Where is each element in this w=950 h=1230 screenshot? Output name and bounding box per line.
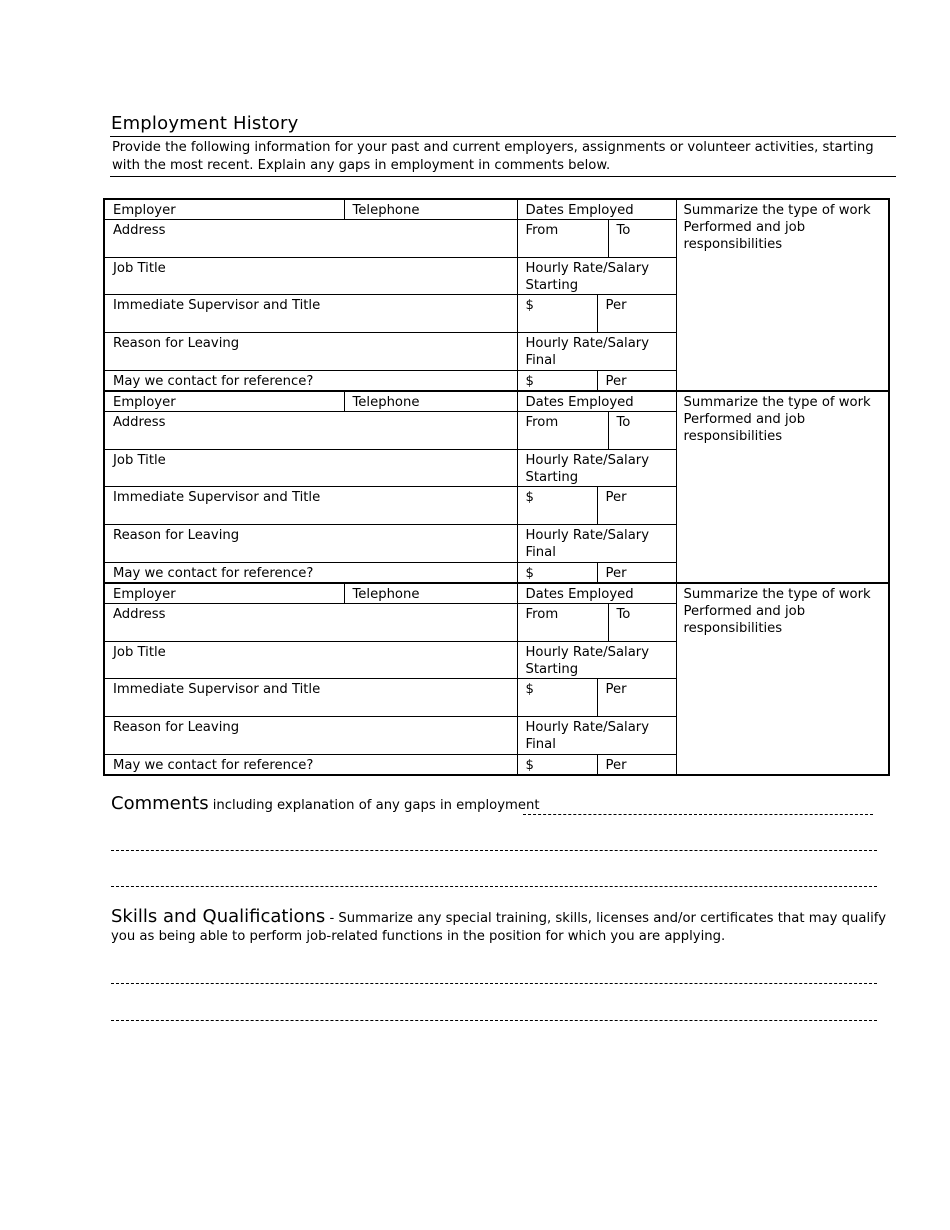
summary-field[interactable] xyxy=(676,258,889,392)
skills-line-1[interactable] xyxy=(111,983,877,984)
summary-label: Summarize the type of work Performed and job responsibilities xyxy=(676,199,889,258)
supervisor-field[interactable]: Immediate Supervisor and Title xyxy=(104,679,517,717)
contact-field[interactable]: May we contact for reference? xyxy=(104,371,517,392)
hourly-starting-label: Hourly Rate/Salary Starting xyxy=(517,258,676,295)
employer-block-1 xyxy=(104,199,889,391)
employer-field[interactable]: Employer xyxy=(104,583,344,604)
reason-field[interactable]: Reason for Leaving xyxy=(104,333,517,371)
dates-employed-label: Dates Employed xyxy=(517,391,676,412)
hourly-starting-label: Hourly Rate/Salary Starting xyxy=(517,642,676,679)
telephone-field[interactable]: Telephone xyxy=(344,391,517,412)
employer-field[interactable]: Employer xyxy=(104,391,344,412)
to-field[interactable]: To xyxy=(608,220,676,258)
skills-section xyxy=(111,908,893,946)
job-title-field[interactable]: Job Title xyxy=(104,258,517,295)
summary-label: Summarize the type of work Performed and job responsibilities xyxy=(676,583,889,642)
to-field[interactable]: To xyxy=(608,412,676,450)
supervisor-field[interactable]: Immediate Supervisor and Title xyxy=(104,487,517,525)
comments-line-2[interactable] xyxy=(111,850,877,851)
telephone-field[interactable]: Telephone xyxy=(344,583,517,604)
description-rule xyxy=(110,176,896,177)
title-rule xyxy=(110,136,896,137)
contact-field[interactable]: May we contact for reference? xyxy=(104,755,517,776)
employer-block-3 xyxy=(104,583,889,775)
to-field[interactable]: To xyxy=(608,604,676,642)
hourly-final-label: Hourly Rate/Salary Final xyxy=(517,717,676,755)
skills-heading: Skills and Qualifications xyxy=(111,906,326,927)
employment-table xyxy=(103,198,890,776)
address-field[interactable]: Address xyxy=(104,412,517,450)
final-rate-field[interactable]: $ xyxy=(517,755,597,776)
final-per-field[interactable]: Per xyxy=(597,755,676,776)
summary-field[interactable] xyxy=(676,450,889,584)
skills-instructions: - Summarize any special training, skills, licenses and/or certificates that may qualify you as being able to perform job-related functions in the position for which you are applying. xyxy=(111,911,886,944)
employer-field[interactable]: Employer xyxy=(104,199,344,220)
job-title-field[interactable]: Job Title xyxy=(104,450,517,487)
starting-per-field[interactable]: Per xyxy=(597,295,676,333)
from-field[interactable]: From xyxy=(517,412,608,450)
final-rate-field[interactable]: $ xyxy=(517,371,597,392)
address-field[interactable]: Address xyxy=(104,604,517,642)
from-field[interactable]: From xyxy=(517,220,608,258)
reason-field[interactable]: Reason for Leaving xyxy=(104,525,517,563)
address-field[interactable]: Address xyxy=(104,220,517,258)
comments-line-3[interactable] xyxy=(111,886,877,887)
reason-field[interactable]: Reason for Leaving xyxy=(104,717,517,755)
final-rate-field[interactable]: $ xyxy=(517,563,597,584)
comments-heading: Comments xyxy=(111,793,209,814)
starting-rate-field[interactable]: $ xyxy=(517,295,597,333)
telephone-field[interactable]: Telephone xyxy=(344,199,517,220)
employer-block-2 xyxy=(104,391,889,583)
from-field[interactable]: From xyxy=(517,604,608,642)
skills-line-2[interactable] xyxy=(111,1020,877,1021)
hourly-final-label: Hourly Rate/Salary Final xyxy=(517,333,676,371)
section-title: Employment History xyxy=(111,113,299,134)
starting-per-field[interactable]: Per xyxy=(597,679,676,717)
dates-employed-label: Dates Employed xyxy=(517,199,676,220)
starting-rate-field[interactable]: $ xyxy=(517,487,597,525)
supervisor-field[interactable]: Immediate Supervisor and Title xyxy=(104,295,517,333)
comments-instructions: including explanation of any gaps in employment xyxy=(208,798,540,813)
comments-line-1[interactable] xyxy=(523,814,873,815)
summary-label: Summarize the type of work Performed and job responsibilities xyxy=(676,391,889,450)
job-title-field[interactable]: Job Title xyxy=(104,642,517,679)
hourly-starting-label: Hourly Rate/Salary Starting xyxy=(517,450,676,487)
summary-field[interactable] xyxy=(676,642,889,776)
starting-rate-field[interactable]: $ xyxy=(517,679,597,717)
section-description: Provide the following information for your past and current employers, assignments or volunteer activities, starting with the most recent. Explain any gaps in employment in comments below. xyxy=(112,140,874,173)
final-per-field[interactable]: Per xyxy=(597,371,676,392)
contact-field[interactable]: May we contact for reference? xyxy=(104,563,517,584)
starting-per-field[interactable]: Per xyxy=(597,487,676,525)
dates-employed-label: Dates Employed xyxy=(517,583,676,604)
hourly-final-label: Hourly Rate/Salary Final xyxy=(517,525,676,563)
final-per-field[interactable]: Per xyxy=(597,563,676,584)
comments-section xyxy=(111,793,891,814)
